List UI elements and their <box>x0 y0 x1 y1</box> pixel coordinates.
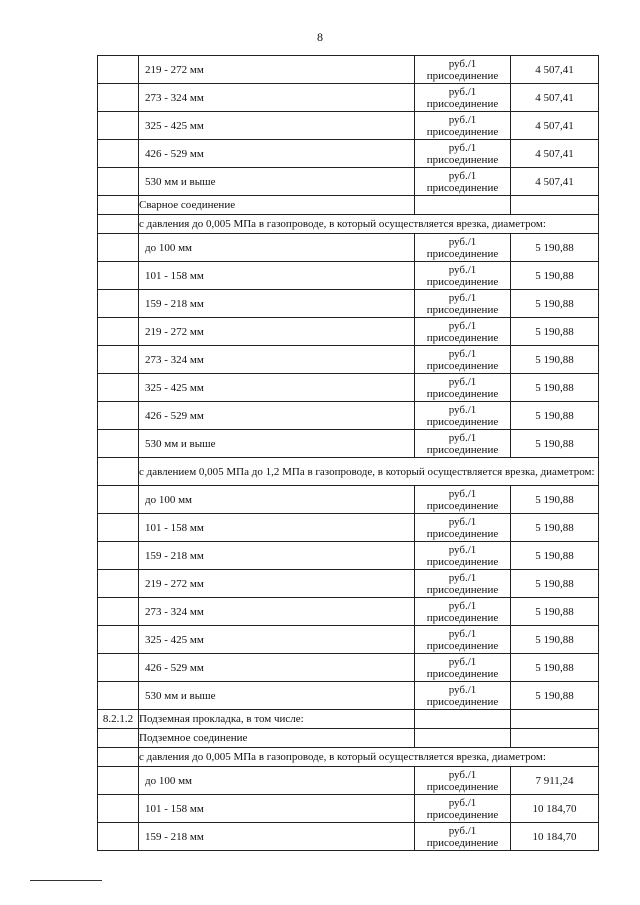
row-description: 101 - 158 мм <box>139 514 415 542</box>
unit-line-1: руб./1 <box>448 796 477 809</box>
row-value <box>511 196 599 215</box>
row-value: 5 190,88 <box>511 654 599 682</box>
row-description: до 100 мм <box>139 234 415 262</box>
unit-line-2: присоединение <box>426 125 499 138</box>
unit-line-2: присоединение <box>426 780 499 793</box>
unit-line-1: руб./1 <box>448 113 477 126</box>
row-section-caption: с давлением 0,005 МПа до 1,2 МПа в газопроводе, в который осуществляется врезка, диаметром: <box>139 458 599 486</box>
unit-line-2: присоединение <box>426 153 499 166</box>
unit-line-2: присоединение <box>426 808 499 821</box>
row-unit <box>415 262 511 290</box>
table-row <box>98 823 599 851</box>
row-value: 4 507,41 <box>511 140 599 168</box>
unit-line-2: присоединение <box>426 415 499 428</box>
row-value <box>511 710 599 729</box>
unit-line-1: руб./1 <box>448 543 477 556</box>
row-value: 10 184,70 <box>511 823 599 851</box>
unit-line-1: руб./1 <box>448 375 477 388</box>
row-value: 4 507,41 <box>511 84 599 112</box>
row-description: 530 мм и выше <box>139 682 415 710</box>
table-row <box>98 458 599 486</box>
row-description: 159 - 218 мм <box>139 542 415 570</box>
row-description: 325 - 425 мм <box>139 374 415 402</box>
row-description: 530 мм и выше <box>139 430 415 458</box>
row-code <box>98 168 139 196</box>
row-value: 5 190,88 <box>511 598 599 626</box>
row-code <box>98 318 139 346</box>
row-code <box>98 84 139 112</box>
table-row <box>98 710 599 729</box>
unit-line-2: присоединение <box>426 555 499 568</box>
row-value: 5 190,88 <box>511 262 599 290</box>
row-code <box>98 514 139 542</box>
unit-line-1: руб./1 <box>448 291 477 304</box>
row-unit-empty <box>415 729 511 748</box>
unit-line-2: присоединение <box>426 303 499 316</box>
row-description: 273 - 324 мм <box>139 598 415 626</box>
row-code <box>98 56 139 84</box>
unit-line-1: руб./1 <box>448 85 477 98</box>
table-row <box>98 748 599 767</box>
unit-line-2: присоединение <box>426 69 499 82</box>
table-row <box>98 140 599 168</box>
row-value: 4 507,41 <box>511 56 599 84</box>
unit-line-2: присоединение <box>426 583 499 596</box>
row-unit <box>415 168 511 196</box>
table-row <box>98 430 599 458</box>
row-code <box>98 140 139 168</box>
row-code <box>98 748 139 767</box>
row-code <box>98 767 139 795</box>
row-code <box>98 430 139 458</box>
row-value: 7 911,24 <box>511 767 599 795</box>
table-row <box>98 168 599 196</box>
unit-line-2: присоединение <box>426 181 499 194</box>
row-description: до 100 мм <box>139 486 415 514</box>
row-unit <box>415 318 511 346</box>
unit-line-2: присоединение <box>426 499 499 512</box>
tariff-table <box>97 55 599 851</box>
row-code <box>98 654 139 682</box>
table-row <box>98 196 599 215</box>
unit-line-1: руб./1 <box>448 431 477 444</box>
page-number: 8 <box>317 30 323 44</box>
row-unit <box>415 402 511 430</box>
row-section-caption: с давления до 0,005 МПа в газопроводе, в который осуществляется врезка, диаметром: <box>139 748 599 767</box>
row-unit-empty <box>415 710 511 729</box>
unit-line-1: руб./1 <box>448 571 477 584</box>
unit-line-2: присоединение <box>426 97 499 110</box>
row-unit <box>415 84 511 112</box>
row-unit <box>415 112 511 140</box>
unit-line-2: присоединение <box>426 667 499 680</box>
row-unit <box>415 542 511 570</box>
unit-line-1: руб./1 <box>448 235 477 248</box>
table-row <box>98 514 599 542</box>
unit-line-1: руб./1 <box>448 141 477 154</box>
row-description: 273 - 324 мм <box>139 346 415 374</box>
row-value: 5 190,88 <box>511 290 599 318</box>
row-value: 5 190,88 <box>511 514 599 542</box>
unit-line-2: присоединение <box>426 836 499 849</box>
unit-line-2: присоединение <box>426 443 499 456</box>
row-value: 5 190,88 <box>511 570 599 598</box>
row-value: 5 190,88 <box>511 346 599 374</box>
row-code <box>98 112 139 140</box>
row-value: 5 190,88 <box>511 374 599 402</box>
row-code <box>98 262 139 290</box>
row-description: 159 - 218 мм <box>139 823 415 851</box>
row-unit <box>415 682 511 710</box>
row-unit <box>415 514 511 542</box>
unit-line-2: присоединение <box>426 331 499 344</box>
unit-line-1: руб./1 <box>448 768 477 781</box>
unit-line-1: руб./1 <box>448 515 477 528</box>
row-unit <box>415 767 511 795</box>
row-code <box>98 729 139 748</box>
unit-line-1: руб./1 <box>448 263 477 276</box>
table-row <box>98 626 599 654</box>
row-description: 101 - 158 мм <box>139 795 415 823</box>
footnote-separator <box>30 880 102 881</box>
row-value: 4 507,41 <box>511 168 599 196</box>
row-description: 219 - 272 мм <box>139 570 415 598</box>
row-code <box>98 486 139 514</box>
row-code <box>98 795 139 823</box>
table-row <box>98 767 599 795</box>
tariff-table-body <box>98 56 599 851</box>
row-value: 5 190,88 <box>511 318 599 346</box>
row-unit <box>415 486 511 514</box>
unit-line-1: руб./1 <box>448 403 477 416</box>
row-heading: Сварное соединение <box>139 196 415 215</box>
row-value: 5 190,88 <box>511 234 599 262</box>
row-code <box>98 570 139 598</box>
unit-line-2: присоединение <box>426 387 499 400</box>
row-value: 5 190,88 <box>511 486 599 514</box>
row-code <box>98 823 139 851</box>
unit-line-1: руб./1 <box>448 824 477 837</box>
row-description: 426 - 529 мм <box>139 402 415 430</box>
unit-line-1: руб./1 <box>448 57 477 70</box>
row-code <box>98 234 139 262</box>
row-code <box>98 215 139 234</box>
row-description: до 100 мм <box>139 767 415 795</box>
row-code <box>98 598 139 626</box>
row-code <box>98 346 139 374</box>
table-row <box>98 56 599 84</box>
row-heading: Подземное соединение <box>139 729 415 748</box>
row-value: 5 190,88 <box>511 430 599 458</box>
row-value: 4 507,41 <box>511 112 599 140</box>
table-row <box>98 346 599 374</box>
row-unit-empty <box>415 196 511 215</box>
table-row <box>98 682 599 710</box>
row-code <box>98 290 139 318</box>
row-description: 219 - 272 мм <box>139 56 415 84</box>
table-row <box>98 215 599 234</box>
unit-line-1: руб./1 <box>448 655 477 668</box>
row-code <box>98 374 139 402</box>
row-unit <box>415 570 511 598</box>
table-row <box>98 486 599 514</box>
row-value: 5 190,88 <box>511 682 599 710</box>
row-description: 530 мм и выше <box>139 168 415 196</box>
row-unit <box>415 374 511 402</box>
row-code <box>98 626 139 654</box>
table-row <box>98 290 599 318</box>
table-row <box>98 262 599 290</box>
unit-line-1: руб./1 <box>448 627 477 640</box>
row-description: 325 - 425 мм <box>139 626 415 654</box>
unit-line-1: руб./1 <box>448 487 477 500</box>
row-description: 273 - 324 мм <box>139 84 415 112</box>
row-description: 325 - 425 мм <box>139 112 415 140</box>
table-row <box>98 234 599 262</box>
table-row <box>98 542 599 570</box>
table-row <box>98 654 599 682</box>
table-row <box>98 570 599 598</box>
row-code: 8.2.1.2 <box>98 710 139 729</box>
table-row <box>98 729 599 748</box>
row-unit <box>415 795 511 823</box>
row-description: 159 - 218 мм <box>139 290 415 318</box>
row-value: 5 190,88 <box>511 402 599 430</box>
unit-line-2: присоединение <box>426 611 499 624</box>
row-heading: Подземная прокладка, в том числе: <box>139 710 415 729</box>
row-value: 5 190,88 <box>511 542 599 570</box>
unit-line-2: присоединение <box>426 247 499 260</box>
row-unit <box>415 346 511 374</box>
table-row <box>98 112 599 140</box>
unit-line-1: руб./1 <box>448 319 477 332</box>
row-unit <box>415 290 511 318</box>
unit-line-2: присоединение <box>426 527 499 540</box>
row-unit <box>415 140 511 168</box>
unit-line-1: руб./1 <box>448 599 477 612</box>
unit-line-2: присоединение <box>426 275 499 288</box>
table-row <box>98 318 599 346</box>
row-unit <box>415 234 511 262</box>
row-unit <box>415 626 511 654</box>
row-unit <box>415 654 511 682</box>
unit-line-2: присоединение <box>426 359 499 372</box>
unit-line-2: присоединение <box>426 695 499 708</box>
table-row <box>98 84 599 112</box>
unit-line-1: руб./1 <box>448 169 477 182</box>
unit-line-1: руб./1 <box>448 683 477 696</box>
row-code <box>98 402 139 430</box>
table-row <box>98 598 599 626</box>
row-description: 219 - 272 мм <box>139 318 415 346</box>
row-description: 426 - 529 мм <box>139 654 415 682</box>
table-row <box>98 402 599 430</box>
row-value: 10 184,70 <box>511 795 599 823</box>
row-description: 426 - 529 мм <box>139 140 415 168</box>
row-unit <box>415 56 511 84</box>
row-code <box>98 458 139 486</box>
unit-line-2: присоединение <box>426 639 499 652</box>
table-row <box>98 374 599 402</box>
row-unit <box>415 823 511 851</box>
row-unit <box>415 430 511 458</box>
row-value: 5 190,88 <box>511 626 599 654</box>
row-code <box>98 196 139 215</box>
row-code <box>98 682 139 710</box>
unit-line-1: руб./1 <box>448 347 477 360</box>
row-description: 101 - 158 мм <box>139 262 415 290</box>
table-row <box>98 795 599 823</box>
row-section-caption: с давления до 0,005 МПа в газопроводе, в который осуществляется врезка, диаметром: <box>139 215 599 234</box>
row-code <box>98 542 139 570</box>
row-unit <box>415 598 511 626</box>
row-value <box>511 729 599 748</box>
